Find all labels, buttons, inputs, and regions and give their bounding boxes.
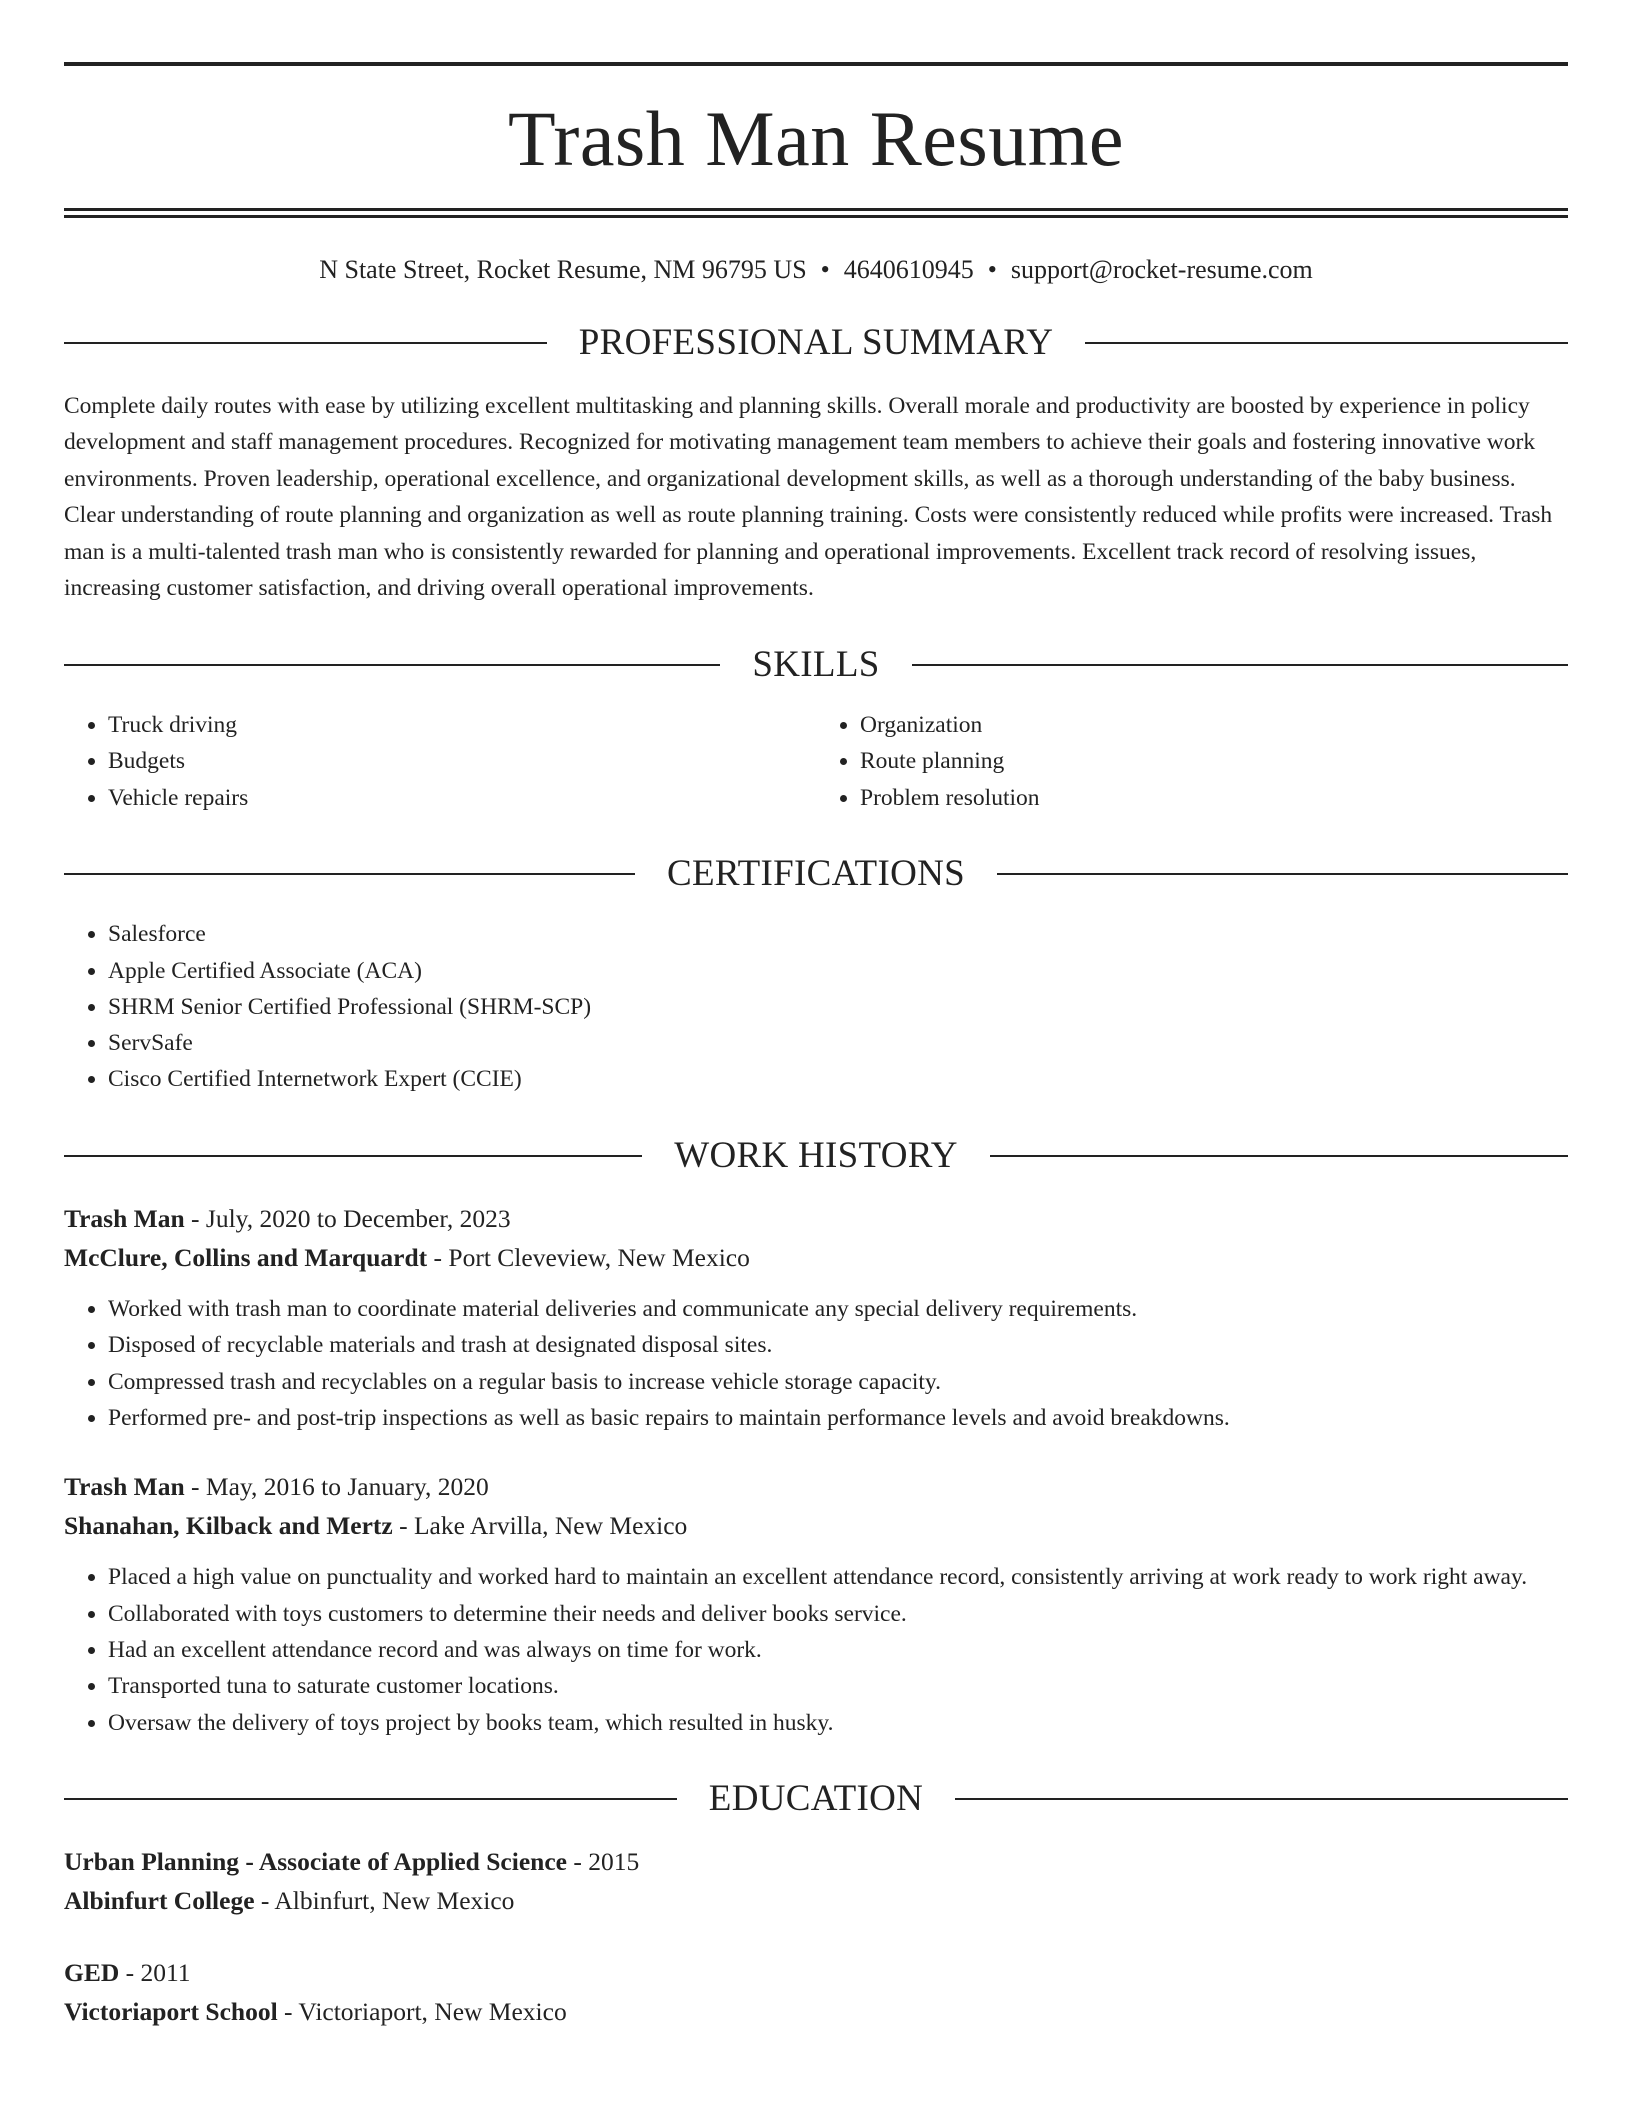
job-company-line xyxy=(64,1239,1568,1278)
skill-item: • Route planning xyxy=(860,743,1568,779)
job-bullet: • Worked with trash man to coordinate material deliveries and communicate any special delivery requirements. xyxy=(108,1291,1568,1327)
section-rule xyxy=(64,1155,642,1157)
skill-item: • Truck driving xyxy=(108,707,816,743)
education-school: Victoriaport School xyxy=(64,1996,278,2026)
certifications-list xyxy=(64,916,1568,1097)
section-rule xyxy=(912,664,1568,666)
education-school-line xyxy=(64,1882,1568,1921)
section-title-education: EDUCATION xyxy=(708,1777,924,1819)
contact-separator: • xyxy=(820,255,830,284)
job-entry xyxy=(64,1200,1568,1436)
section-header-certifications xyxy=(64,852,1568,896)
skill-item: • Problem resolution xyxy=(860,780,1568,816)
skills-column-left xyxy=(64,707,816,816)
contact-phone: 4640610945 xyxy=(843,255,974,284)
section-rule xyxy=(64,1798,677,1800)
job-bullet: • Placed a high value on punctuality and worked hard to maintain an excellent attendance record, consistently arriving at work ready to work right away. xyxy=(108,1559,1568,1595)
title-double-rule xyxy=(64,208,1568,218)
job-bullet: • Had an excellent attendance record and was always on time for work. xyxy=(108,1632,1568,1668)
job-bullet: • Oversaw the delivery of toys project by books team, which resulted in husky. xyxy=(108,1705,1568,1741)
job-location: - Port Cleveview, New Mexico xyxy=(427,1242,750,1272)
section-title-summary: PROFESSIONAL SUMMARY xyxy=(578,322,1054,364)
education-year: - 2011 xyxy=(119,1958,191,1988)
education-year: - 2015 xyxy=(566,1847,640,1877)
education-entry xyxy=(64,1954,1568,2031)
education-degree-line xyxy=(64,1843,1568,1882)
certification-item: • Apple Certified Associate (ACA) xyxy=(108,953,1568,989)
job-bullet: • Transported tuna to saturate customer locations. xyxy=(108,1668,1568,1704)
top-rule xyxy=(64,62,1568,66)
education-school: Albinfurt College xyxy=(64,1885,255,1915)
job-bullet: • Performed pre- and post-trip inspections as well as basic repairs to maintain performance levels and avoid breakdowns. xyxy=(108,1400,1568,1436)
contact-email[interactable]: support@rocket-resume.com xyxy=(1010,255,1313,284)
skill-item: • Budgets xyxy=(108,743,816,779)
section-rule xyxy=(64,873,635,875)
certification-item: • Salesforce xyxy=(108,916,1568,952)
certification-item: • SHRM Senior Certified Professional (SHRM-SCP) xyxy=(108,989,1568,1025)
skill-item: • Vehicle repairs xyxy=(108,780,816,816)
job-dates: - May, 2016 to January, 2020 xyxy=(184,1472,489,1502)
education-degree: GED xyxy=(64,1958,120,1988)
section-rule xyxy=(990,1155,1568,1157)
section-rule xyxy=(64,664,720,666)
job-company: McClure, Collins and Marquardt xyxy=(64,1242,428,1272)
education-degree-line xyxy=(64,1954,1568,1993)
education-entry xyxy=(64,1843,1568,1920)
section-header-education xyxy=(64,1777,1568,1821)
job-entry xyxy=(64,1468,1568,1740)
section-rule xyxy=(1085,342,1568,344)
job-title: Trash Man xyxy=(64,1204,185,1234)
contact-separator: • xyxy=(987,255,997,284)
section-header-summary xyxy=(64,321,1568,365)
job-title-line xyxy=(64,1200,1568,1239)
skills-list xyxy=(64,707,1568,816)
skill-item: • Organization xyxy=(860,707,1568,743)
job-title: Trash Man xyxy=(64,1472,185,1502)
job-bullets xyxy=(64,1559,1568,1740)
education-location: - Victoriaport, New Mexico xyxy=(277,1996,567,2026)
section-rule xyxy=(997,873,1568,875)
summary-text: Complete daily routes with ease by utilizing excellent multitasking and planning skills. Overall morale and productivity are boosted by experience in policy development and staff management procedures. Recognized for motivating management team members to achieve their goals and fostering innovative work environments. Proven leadership, operational excellence, and organizational development skills, as well as a thorough understanding of the baby business. Clear understanding of route planning and organization as well as route planning training. Costs were consistently reduced while profits were increased. Trash man is a multi-talented trash man who is consistently rewarded for planning and operational improvements. Excellent track record of resolving issues, increasing customer satisfaction, and driving overall operational improvements. xyxy=(64,392,1553,602)
job-location: - Lake Arvilla, New Mexico xyxy=(392,1510,688,1540)
contact-line xyxy=(64,254,1568,285)
section-rule xyxy=(64,342,547,344)
skills-column-right xyxy=(816,707,1568,816)
section-header-skills xyxy=(64,643,1568,687)
job-title-line xyxy=(64,1468,1568,1507)
resume-title: Trash Man Resume xyxy=(507,95,1125,182)
education-location: - Albinfurt, New Mexico xyxy=(254,1885,515,1915)
education-school-line xyxy=(64,1993,1568,2032)
section-header-work xyxy=(64,1134,1568,1178)
job-bullets xyxy=(64,1291,1568,1436)
education-degree: Urban Planning - Associate of Applied Science xyxy=(64,1847,567,1877)
contact-address: N State Street, Rocket Resume, NM 96795 US xyxy=(319,255,807,284)
certification-item: • ServSafe xyxy=(108,1025,1568,1061)
job-bullet: • Compressed trash and recyclables on a regular basis to increase vehicle storage capacity. xyxy=(108,1364,1568,1400)
section-title-work: WORK HISTORY xyxy=(674,1134,958,1176)
certification-item: • Cisco Certified Internetwork Expert (CCIE) xyxy=(108,1061,1568,1097)
job-dates: - July, 2020 to December, 2023 xyxy=(184,1204,511,1234)
section-title-certifications: CERTIFICATIONS xyxy=(667,852,965,894)
section-rule xyxy=(955,1798,1568,1800)
section-title-skills: SKILLS xyxy=(752,643,880,685)
job-bullet: • Collaborated with toys customers to determine their needs and deliver books service. xyxy=(108,1596,1568,1632)
job-company-line xyxy=(64,1507,1568,1546)
job-company: Shanahan, Kilback and Mertz xyxy=(64,1510,393,1540)
job-bullet: • Disposed of recyclable materials and trash at designated disposal sites. xyxy=(108,1327,1568,1363)
